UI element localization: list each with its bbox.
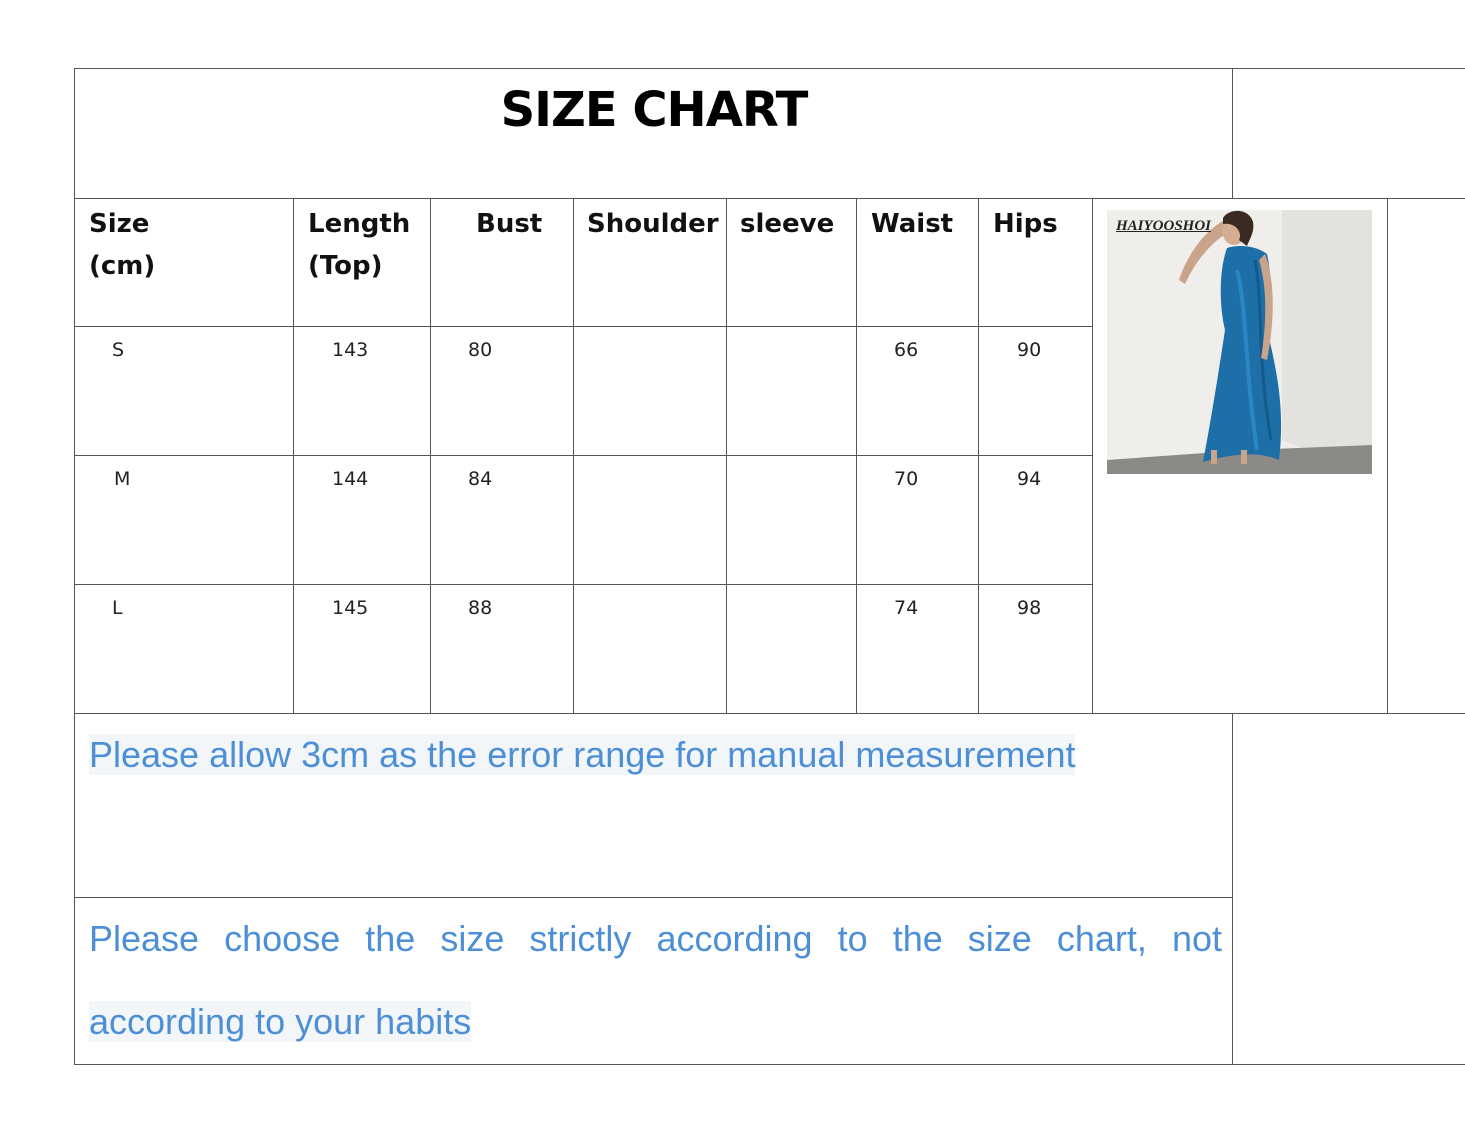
- row-s-bottom: [74, 455, 1093, 456]
- cell-bust: 88: [468, 597, 493, 619]
- header-shoulder: Shoulder: [587, 209, 719, 239]
- header-row-bottom: [74, 326, 1093, 327]
- cell-size: L: [112, 597, 123, 619]
- header-waist: Waist: [871, 209, 954, 239]
- col-divider-3: [573, 198, 574, 714]
- col-divider-7: [1092, 198, 1093, 714]
- cell-length: 145: [332, 597, 369, 619]
- cell-bust: 84: [468, 468, 493, 490]
- header-size-line1: Size: [89, 209, 150, 239]
- header-size-line2: (cm): [89, 251, 156, 281]
- row-l-bottom: [74, 713, 1465, 714]
- col-divider-6: [978, 198, 979, 714]
- model-in-dress-illustration: [1107, 210, 1372, 474]
- product-photo: [1107, 210, 1372, 474]
- note-choose-size-text2: according to your habits: [89, 1001, 472, 1042]
- table-border-left: [74, 68, 75, 1065]
- notes-right-border: [1232, 713, 1233, 1065]
- note-error-range: [89, 734, 1075, 776]
- cell-hips: 94: [1017, 468, 1042, 490]
- header-bust: Bust: [476, 209, 543, 239]
- table-border-top: [74, 68, 1465, 69]
- table-border-bottom: [74, 1064, 1465, 1065]
- header-hips: Hips: [993, 209, 1058, 239]
- col-divider-5: [856, 198, 857, 714]
- page-title: SIZE CHART: [500, 82, 808, 138]
- cell-hips: 98: [1017, 597, 1042, 619]
- cell-size: S: [112, 339, 125, 361]
- note-choose-size-line1: [89, 918, 1222, 960]
- cell-length: 143: [332, 339, 369, 361]
- cell-waist: 66: [894, 339, 919, 361]
- cell-waist: 74: [894, 597, 919, 619]
- note-error-range-text: Please allow 3cm as the error range for manual measurement: [89, 734, 1076, 775]
- col-divider-2: [430, 198, 431, 714]
- header-sleeve: sleeve: [740, 209, 835, 239]
- cell-size: M: [114, 468, 131, 490]
- cell-length: 144: [332, 468, 369, 490]
- note-choose-size-text1: Please choose the size strictly according to the size chart, not: [89, 918, 1222, 959]
- header-length-line2: (Top): [308, 251, 383, 281]
- cell-bust: 80: [468, 339, 493, 361]
- col-divider-4: [726, 198, 727, 714]
- photo-watermark: HAIYOOSHOI: [1116, 218, 1212, 234]
- title-row-bottom: [74, 198, 1465, 199]
- col-divider-1: [293, 198, 294, 714]
- header-size: [89, 203, 155, 287]
- cell-hips: 90: [1017, 339, 1042, 361]
- header-length-line1: Length: [308, 209, 411, 239]
- note-choose-size-line2: [89, 1001, 471, 1043]
- header-length: [308, 203, 410, 287]
- note1-bottom: [74, 897, 1233, 898]
- col-divider-8: [1387, 198, 1388, 714]
- row-m-bottom: [74, 584, 1093, 585]
- cell-waist: 70: [894, 468, 919, 490]
